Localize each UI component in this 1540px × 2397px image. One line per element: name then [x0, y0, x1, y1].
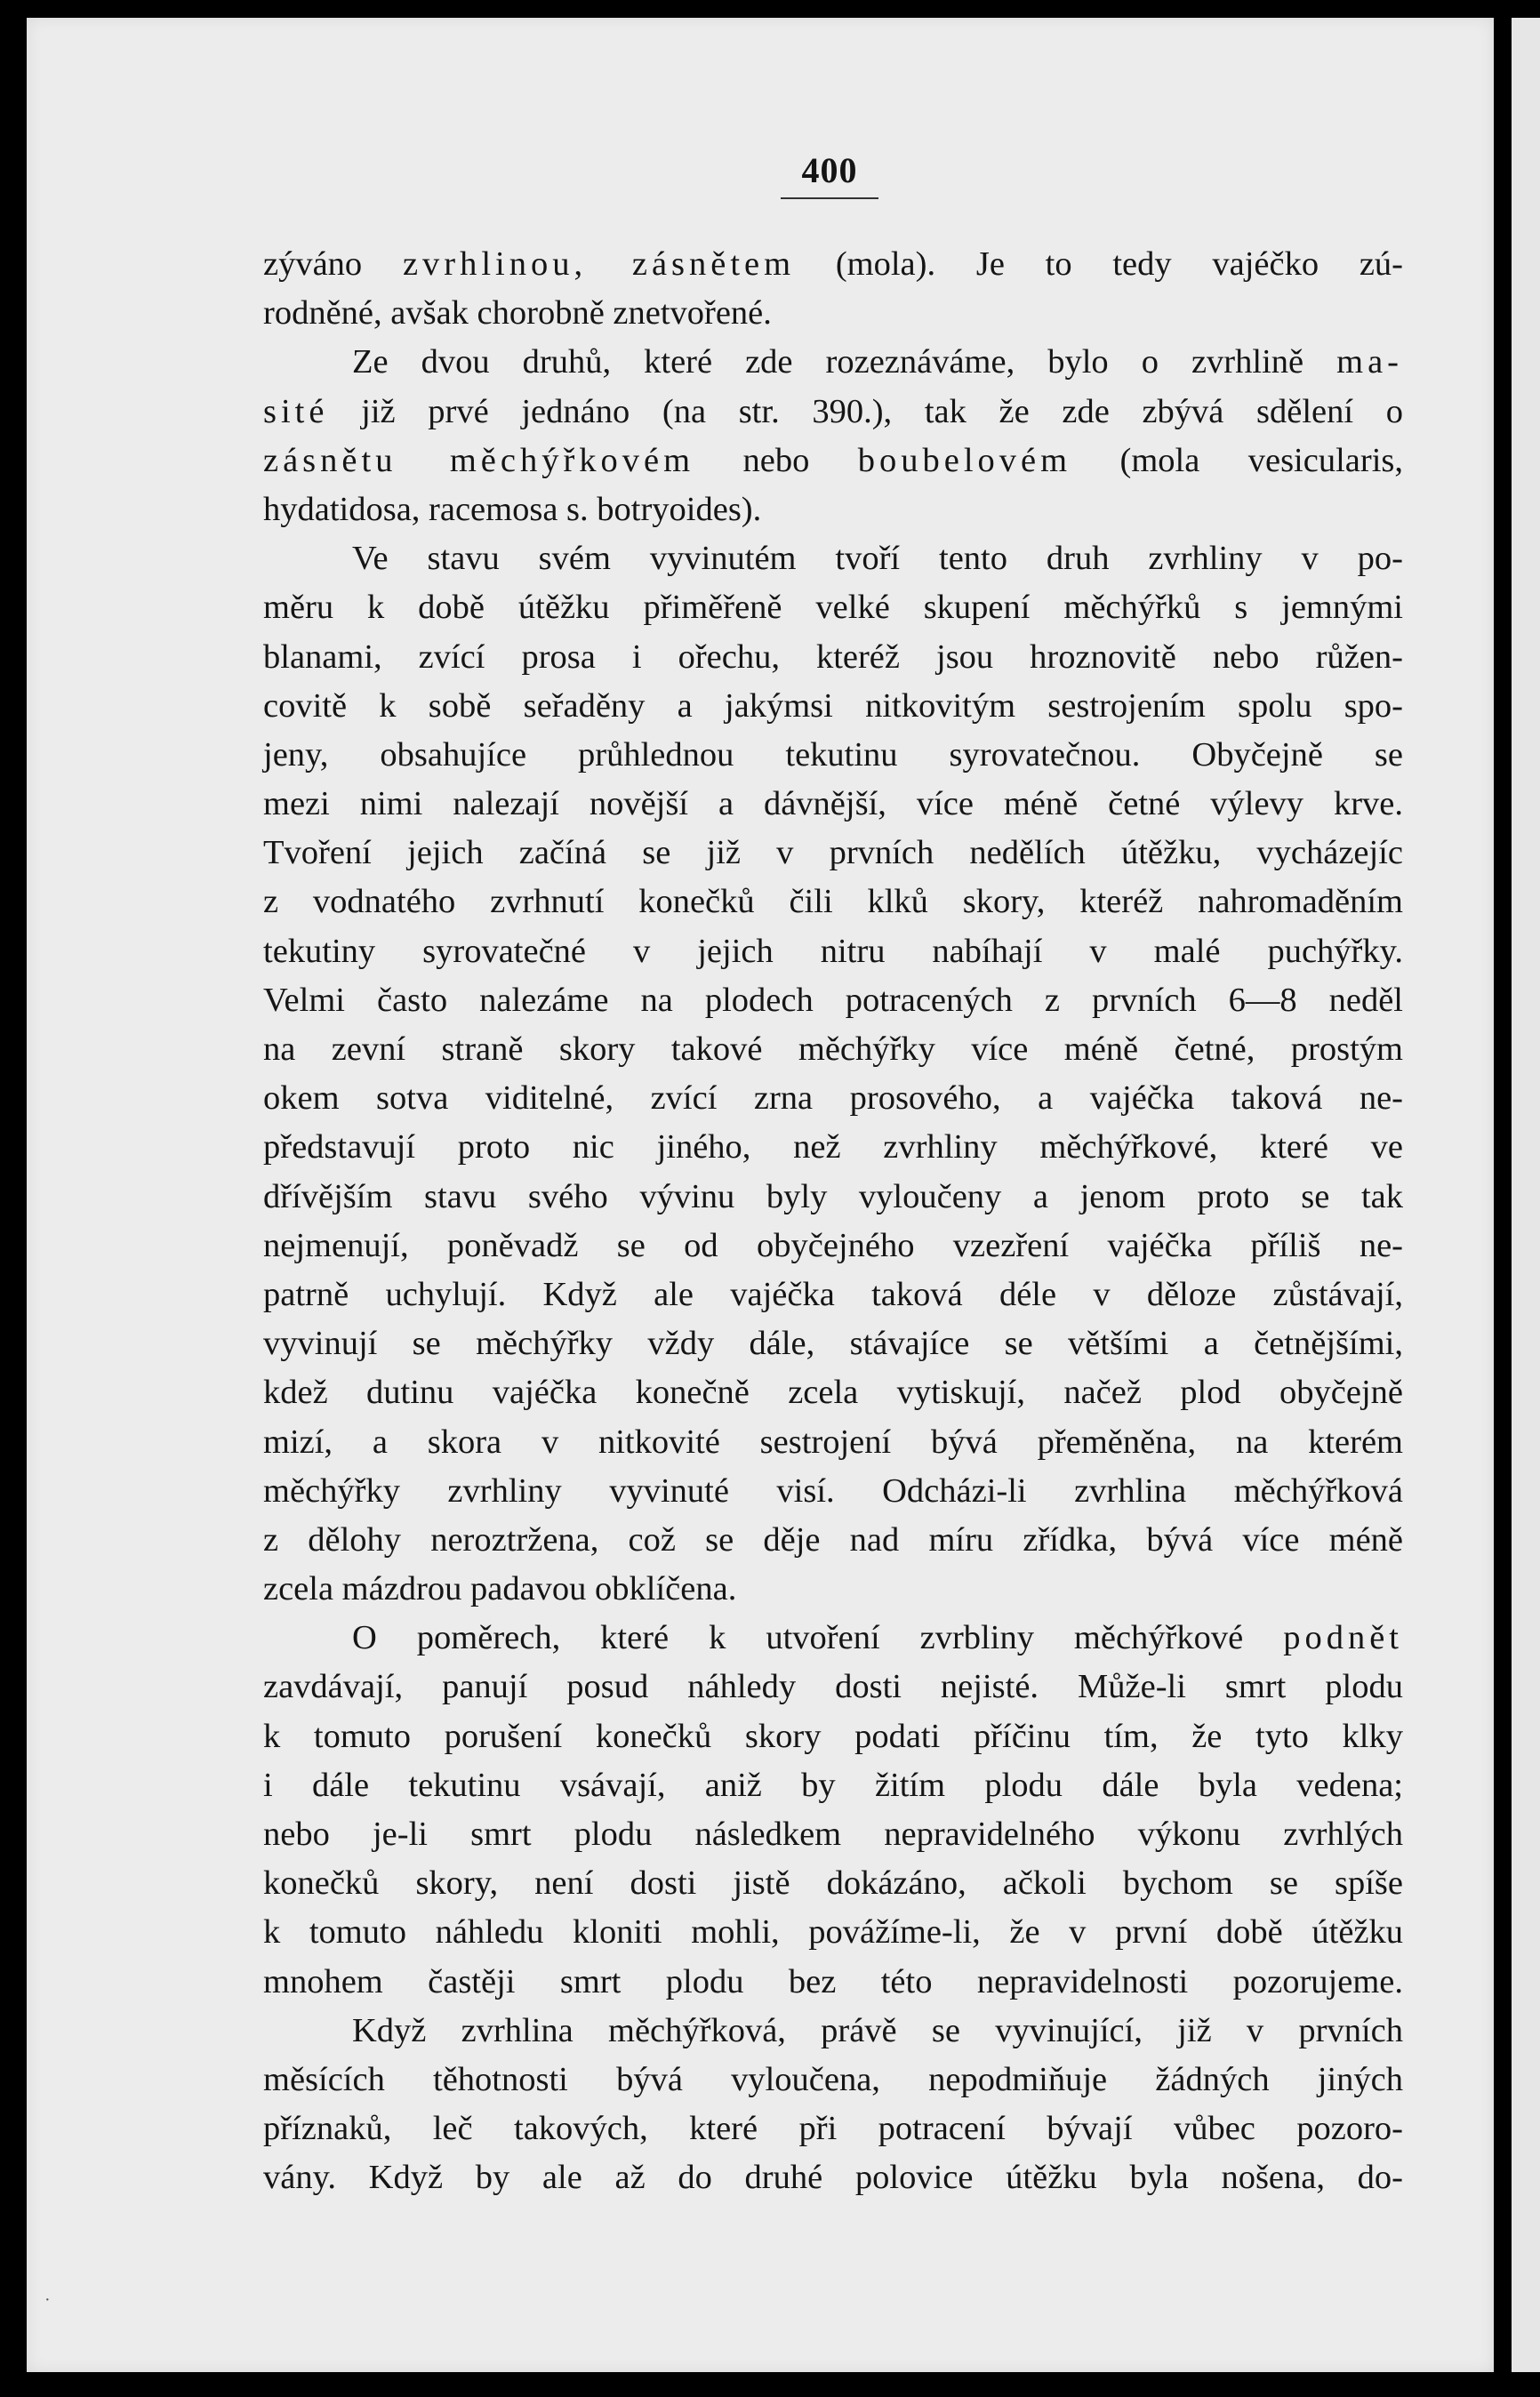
- text-line: [263, 976, 1403, 1025]
- text-line: [263, 1614, 1403, 1663]
- text-line: [263, 1565, 1403, 1614]
- text-line: [263, 1516, 1403, 1565]
- text-line: [263, 1074, 1403, 1123]
- text-run: Velmi často nalezáme na plodech potracených z prvních 6—8 neděl: [263, 981, 1403, 1019]
- text-line: [263, 633, 1403, 682]
- text-run: Ze dvou druhů, které zde rozeznáváme, bylo o zvrhlině: [352, 343, 1337, 381]
- text-run: covitě k sobě seřaděny a jakýmsi nitkovitým sestrojením spolu spo-: [263, 686, 1403, 725]
- text-line: [263, 2153, 1403, 2202]
- text-run: mnohem častěji smrt plodu bez této nepravidelnosti pozorujeme.: [263, 1962, 1403, 2000]
- spaced-emphasis: sité: [263, 392, 329, 430]
- text-run: i dále tekutinu vsávají, aniž by žitím plodu dále byla vedena;: [263, 1766, 1403, 1804]
- text-line: [263, 240, 1403, 289]
- body-text: [263, 240, 1403, 2203]
- text-run: představují proto nic jiného, než zvrhliny měchýřkové, které ve: [263, 1128, 1403, 1166]
- text-line: [263, 1712, 1403, 1761]
- text-run: nebo je-li smrt plodu následkem nepravidelného výkonu zvrhlých: [263, 1816, 1403, 1853]
- spaced-emphasis: zvrhlinou, zásnětem: [402, 245, 796, 283]
- page-number-rule: [781, 197, 878, 199]
- text-run: z dělohy neroztržena, což se děje nad míru zřídka, bývá více méně: [263, 1520, 1403, 1559]
- text-line: [263, 1761, 1403, 1810]
- text-line: [263, 1271, 1403, 1319]
- spaced-emphasis: podnět: [1283, 1619, 1403, 1657]
- text-run: (mola). Je to tedy vajéčko zú-: [795, 245, 1404, 283]
- text-line: [263, 2007, 1403, 2056]
- spaced-emphasis: zásnětu měchýřkovém: [263, 441, 695, 479]
- text-line: [263, 1368, 1403, 1417]
- text-line: [263, 2104, 1403, 2153]
- text-line: [263, 1663, 1403, 1712]
- text-line: [263, 437, 1403, 485]
- page-number: 400: [801, 150, 858, 190]
- text-line: [263, 583, 1403, 632]
- text-line: [263, 338, 1403, 387]
- text-line: [263, 731, 1403, 780]
- text-line: [263, 878, 1403, 926]
- adjacent-page-edge: [1512, 18, 1540, 2372]
- text-line: [263, 1319, 1403, 1368]
- text-run: hydatidosa, racemosa s. botryoides).: [263, 490, 762, 528]
- text-line: [263, 829, 1403, 878]
- text-run: nebo: [694, 441, 858, 479]
- text-run: O poměrech, které k utvoření zvrbliny měchýřkové: [352, 1619, 1284, 1657]
- text-line: [263, 2056, 1403, 2104]
- text-run: okem sotva viditelné, zvící zrna prosového, a vajéčka taková ne-: [263, 1079, 1403, 1118]
- text-line: [263, 780, 1403, 829]
- text-run: vány. Když by ale až do druhé polovice útěžku byla nošena, do-: [263, 2159, 1403, 2197]
- text-line: [263, 388, 1403, 437]
- text-line: [263, 1958, 1403, 2007]
- text-run: kdež dutinu vajéčka konečně zcela vytiskují, načež plod obyčejně: [263, 1374, 1403, 1412]
- text-line: [263, 534, 1403, 583]
- spaced-emphasis: boubelovém: [857, 441, 1072, 479]
- text-run: dřívějším stavu svého vývinu byly vyloučeny a jenom proto se tak: [263, 1177, 1403, 1215]
- text-line: [263, 1222, 1403, 1271]
- text-run: rodněné, avšak chorobně znetvořené.: [263, 294, 772, 333]
- text-run: jeny, obsahujíce průhlednou tekutinu syrovatečnou. Obyčejně se: [263, 735, 1403, 774]
- text-run: patrně uchylují. Když ale vajéčka taková déle v děloze zůstávají,: [263, 1275, 1403, 1313]
- text-run: mezi nimi nalezají novější a dávnější, více méně četné výlevy krve.: [263, 785, 1403, 823]
- text-run: k tomuto náhledu kloniti mohli, povážíme-li, že v první době útěžku: [263, 1913, 1403, 1952]
- scan-speck: ·: [44, 2290, 51, 2310]
- text-run: zavdávají, panují posud náhledy dosti nejisté. Může-li smrt plodu: [263, 1668, 1403, 1706]
- text-run: (mola vesicularis,: [1071, 441, 1403, 479]
- text-run: z vodnatého zvrhnutí konečků čili klků skory, kteréž nahromaděním: [263, 883, 1403, 921]
- text-line: [263, 1173, 1403, 1222]
- text-run: mizí, a skora v nitkovité sestrojení bývá přeměněna, na kterém: [263, 1423, 1403, 1461]
- text-line: [263, 1859, 1403, 1908]
- text-line: [263, 1467, 1403, 1516]
- text-run: příznaků, leč takových, které při potracení bývají vůbec pozoro-: [263, 2110, 1403, 2148]
- text-run: nejmenují, poněvadž se od obyčejného vzezření vajéčka příliš ne-: [263, 1226, 1403, 1264]
- text-line: [263, 682, 1403, 731]
- text-run: měru k době útěžku přiměřeně velké skupení měchýřků s jemnými: [263, 589, 1403, 627]
- text-run: vyvinují se měchýřky vždy dále, stávajíce se většími a četnějšími,: [263, 1325, 1403, 1363]
- text-run: tekutiny syrovatečné v jejich nitru nabíhají v malé puchýřky.: [263, 932, 1403, 970]
- text-run: k tomuto porušení konečků skory podati příčinu tím, že tyto klky: [263, 1717, 1403, 1755]
- text-line: [263, 485, 1403, 534]
- text-line: [263, 927, 1403, 976]
- text-run: konečků skory, není dosti jistě dokázáno, ačkoli bychom se spíše: [263, 1864, 1403, 1903]
- spaced-emphasis: ma-: [1336, 343, 1403, 381]
- text-run: měchýřky zvrhliny vyvinuté visí. Odcházi-li zvrhlina měchýřková: [263, 1471, 1403, 1510]
- text-run: blanami, zvící prosa i ořechu, kteréž jsou hroznovitě nebo růžen-: [263, 637, 1403, 676]
- text-run: Tvoření jejich začíná se již v prvních nedělích útěžku, vycházejíc: [263, 834, 1403, 872]
- text-run: již prvé jednáno (na str. 390.), tak že zde zbývá sdělení o: [328, 392, 1403, 430]
- text-line: [263, 289, 1403, 338]
- text-run: Když zvrhlina měchýřková, právě se vyvinující, již v prvních: [352, 2011, 1403, 2049]
- text-line: [263, 1810, 1403, 1859]
- text-line: [263, 1908, 1403, 1957]
- text-run: zýváno: [263, 245, 403, 283]
- text-run: zcela mázdrou padavou obklíčena.: [263, 1570, 737, 1608]
- text-line: [263, 1025, 1403, 1074]
- text-run: na zevní straně skory takové měchýřky více méně četné, prostým: [263, 1030, 1403, 1068]
- text-run: měsících těhotnosti bývá vyloučena, nepodmiňuje žádných jiných: [263, 2060, 1403, 2098]
- text-run: Ve stavu svém vyvinutém tvoří tento druh zvrhliny v po-: [352, 540, 1403, 578]
- text-line: [263, 1123, 1403, 1172]
- text-line: [263, 1418, 1403, 1467]
